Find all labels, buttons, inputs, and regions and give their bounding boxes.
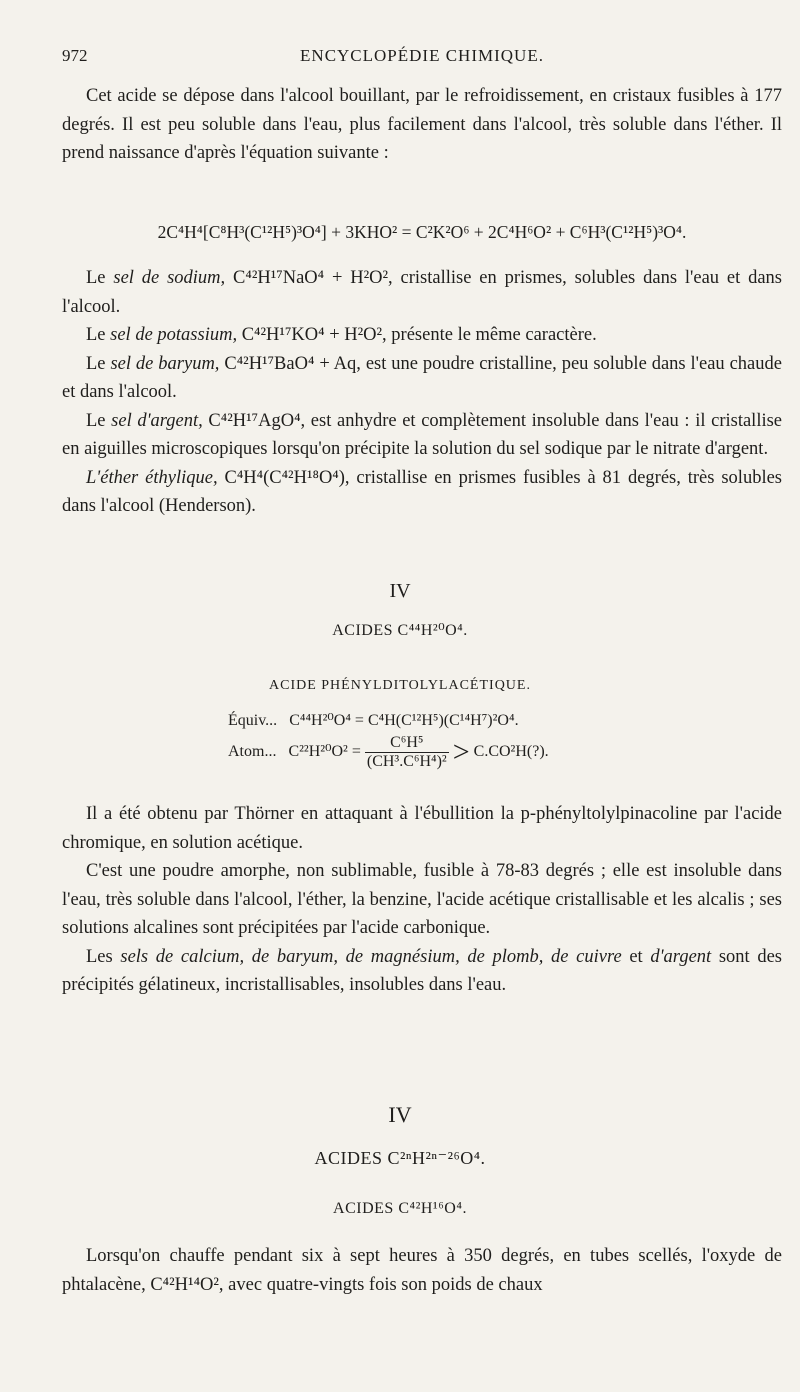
potassium-salt-label: sel de potassium,: [110, 325, 238, 345]
equiv-formula: C⁴⁴H²⁰O⁴ = C⁴H(C¹²H⁵)(C¹⁴H⁷)²O⁴.: [289, 712, 519, 729]
atom-label: Atom...: [228, 743, 277, 761]
silver-italic: d'argent: [650, 946, 712, 967]
properties-paragraph: C'est une poudre amorphe, non sublimable, fusible à 78-83 degrés ; elle est insoluble dans l'eau, très soluble dans l'alcool, l'éther, la benzine, l'acide acétique cristallisable et les alcalis ; ses solutions alcalines sont précipitées par l'acide carbonique.: [62, 861, 782, 938]
final-block: [62, 1242, 782, 1299]
intro-paragraph-block: [62, 82, 782, 168]
section2-title: ACIDES C²ⁿH²ⁿ⁻²⁶O⁴.: [314, 1148, 486, 1168]
brace-glyph: >: [452, 735, 470, 769]
ether-label: L'éther éthylique,: [86, 467, 218, 488]
origin-paragraph: Il a été obtenu par Thörner en attaquant à l'ébullition la p-phényltolylpinacoline par l'acide chromique, en solution acétique.: [62, 804, 782, 853]
salts-block: [62, 264, 782, 521]
atom-numerator: C⁶H⁵: [365, 734, 449, 753]
description-block: [62, 800, 782, 1000]
atom-denominator: (CH³.C⁶H⁴)²: [366, 753, 447, 770]
barium-salt-paragraph: Le sel de baryum, C⁴²H¹⁷BaO⁴ + Aq, est une poudre cristalline, peu soluble dans l'eau chaude et dans l'alcool.: [62, 353, 782, 402]
section-title: ACIDES C⁴⁴H²⁰O⁴.: [332, 622, 468, 639]
final-paragraph: Lorsqu'on chauffe pendant six à sept heures à 350 degrés, en tubes scellés, l'oxyde de phtalacène, C⁴²H¹⁴O², avec quatre-vingts fois son poids de chaux: [62, 1246, 782, 1295]
saponification-equation: 2C⁴H⁴[C⁸H³(C¹²H⁵)³O⁴] + 3KHO² = C²K²O⁶ + 2C⁴H⁶O² + C⁶H³(C¹²H⁵)³O⁴.: [157, 222, 687, 242]
sodium-salt-label: sel de sodium,: [113, 268, 226, 288]
atom-formula-line: [228, 734, 549, 771]
section-numeral: IV: [389, 580, 411, 602]
equiv-label: Équiv...: [228, 712, 278, 729]
silver-salt-paragraph: Le sel d'argent, C⁴²H¹⁷AgO⁴, est anhydre et complètement insoluble dans l'eau : il cristallise en aiguilles microscopiques lorsqu'on précipite la solution du sel sodique par le nitrate d'argent.: [62, 410, 783, 459]
barium-salt-label: sel de baryum,: [110, 353, 220, 374]
page-number: 972: [62, 46, 88, 65]
potassium-salt-paragraph: Le sel de potassium, C⁴²H¹⁷KO⁴ + H²O², présente le même caractère.: [86, 325, 597, 345]
ether-paragraph: L'éther éthylique, C⁴H⁴(C⁴²H¹⁸O⁴), cristallise en prismes fusibles à 81 degrés, très solubles dans l'alcool (Henderson).: [62, 467, 782, 516]
atom-left: C²²H²⁰O² =: [288, 743, 361, 761]
sodium-salt-paragraph: Le sel de sodium, C⁴²H¹⁷NaO⁴ + H²O², cristallise en prismes, solubles dans l'eau et dans l'alcool.: [62, 268, 782, 317]
section2-subtitle: ACIDES C⁴²H¹⁶O⁴.: [333, 1200, 467, 1217]
section2-numeral: IV: [388, 1102, 412, 1127]
running-title: ENCYCLOPÉDIE CHIMIQUE.: [300, 46, 544, 65]
silver-salt-label: sel d'argent,: [111, 410, 203, 431]
atom-fraction: [365, 734, 449, 771]
atom-right: C.CO²H(?).: [473, 743, 549, 761]
equiv-formula-line: [228, 710, 519, 730]
section-subtitle: ACIDE PHÉNYLDITOLYLACÉTIQUE.: [269, 678, 531, 693]
page-header: [62, 46, 782, 72]
intro-paragraph: Cet acide se dépose dans l'alcool bouillant, par le refroidissement, en cristaux fusibles à 177 degrés. Il est peu soluble dans l'eau, plus facilement dans l'alcool, très soluble dans l'éther. Il prend naissance d'après l'équation suivante :: [62, 86, 782, 163]
salts2-italic: sels de calcium, de baryum, de magnésium, de plomb, de cuivre: [120, 946, 622, 967]
salts2-paragraph: Les sels de calcium, de baryum, de magnésium, de plomb, de cuivre et d'argent sont des précipités gélatineux, incristallisables, insolubles dans l'eau.: [62, 946, 782, 995]
